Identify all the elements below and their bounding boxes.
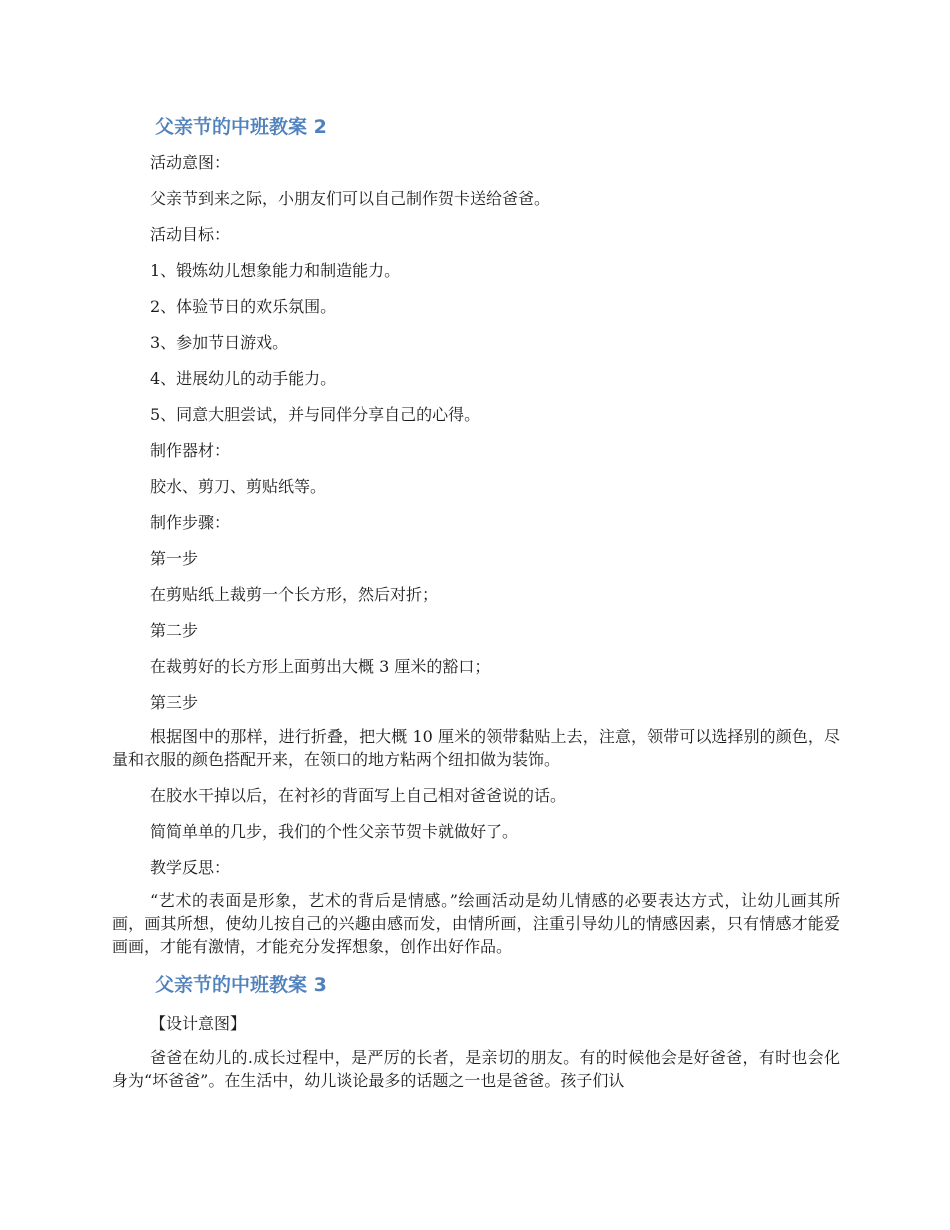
design-intent-text: 爸爸在幼儿的.成长过程中，是严厉的长者，是亲切的朋友。有的时候他会是好爸爸，有时也会化身为“坏爸爸”。在生活中，幼儿谈论最多的话题之一也是爸爸。孩子们认 bbox=[112, 1048, 840, 1090]
reflection-label: 教学反思： bbox=[150, 858, 231, 877]
goal-item-2: 2、体验节日的欢乐氛围。 bbox=[150, 297, 337, 316]
materials-label: 制作器材： bbox=[150, 441, 231, 460]
step-1-label: 第一步 bbox=[150, 549, 199, 568]
goal-item-5: 5、同意大胆尝试，并与同伴分享自己的心得。 bbox=[150, 405, 481, 424]
after-drying-text: 在胶水干掉以后，在衬衫的背面写上自己相对爸爸说的话。 bbox=[150, 786, 567, 805]
intent-text: 父亲节到来之际，小朋友们可以自己制作贺卡送给爸爸。 bbox=[150, 189, 551, 208]
step-2-label: 第二步 bbox=[150, 621, 199, 640]
step-1-text: 在剪贴纸上裁剪一个长方形，然后对折； bbox=[150, 585, 439, 604]
section-2-heading: 父亲节的中班教案 2 bbox=[155, 116, 327, 138]
step-3-text: 根据图中的那样，进行折叠，把大概 10 厘米的领带黏贴上去，注意，领带可以选择别的颜色，尽量和衣服的颜色搭配开来，在领口的地方粘两个纽扣做为装饰。 bbox=[112, 727, 840, 769]
intent-label: 活动意图： bbox=[150, 153, 231, 172]
design-intent-label: 【设计意图】 bbox=[150, 1014, 247, 1033]
step-3-label: 第三步 bbox=[150, 693, 199, 712]
section-3-heading: 父亲节的中班教案 3 bbox=[155, 974, 327, 996]
goal-item-3: 3、参加节日游戏。 bbox=[150, 333, 289, 352]
materials-text: 胶水、剪刀、剪贴纸等。 bbox=[150, 477, 327, 496]
step-2-text: 在裁剪好的长方形上面剪出大概 3 厘米的豁口； bbox=[150, 657, 491, 676]
goal-item-1: 1、锻炼幼儿想象能力和制造能力。 bbox=[150, 261, 401, 280]
goal-item-4: 4、进展幼儿的动手能力。 bbox=[150, 369, 337, 388]
goals-label: 活动目标： bbox=[150, 225, 231, 244]
done-text: 简简单单的几步，我们的个性父亲节贺卡就做好了。 bbox=[150, 822, 519, 841]
steps-label: 制作步骤： bbox=[150, 513, 231, 532]
reflection-text: “艺术的表面是形象，艺术的背后是情感。”绘画活动是幼儿情感的必要表达方式，让幼儿画其所画，画其所想，使幼儿按自己的兴趣由感而发，由情所画，注重引导幼儿的情感因素，只有情感才能爱画画，才能有激情，才能充分发挥想象，创作出好作品。 bbox=[112, 891, 840, 956]
